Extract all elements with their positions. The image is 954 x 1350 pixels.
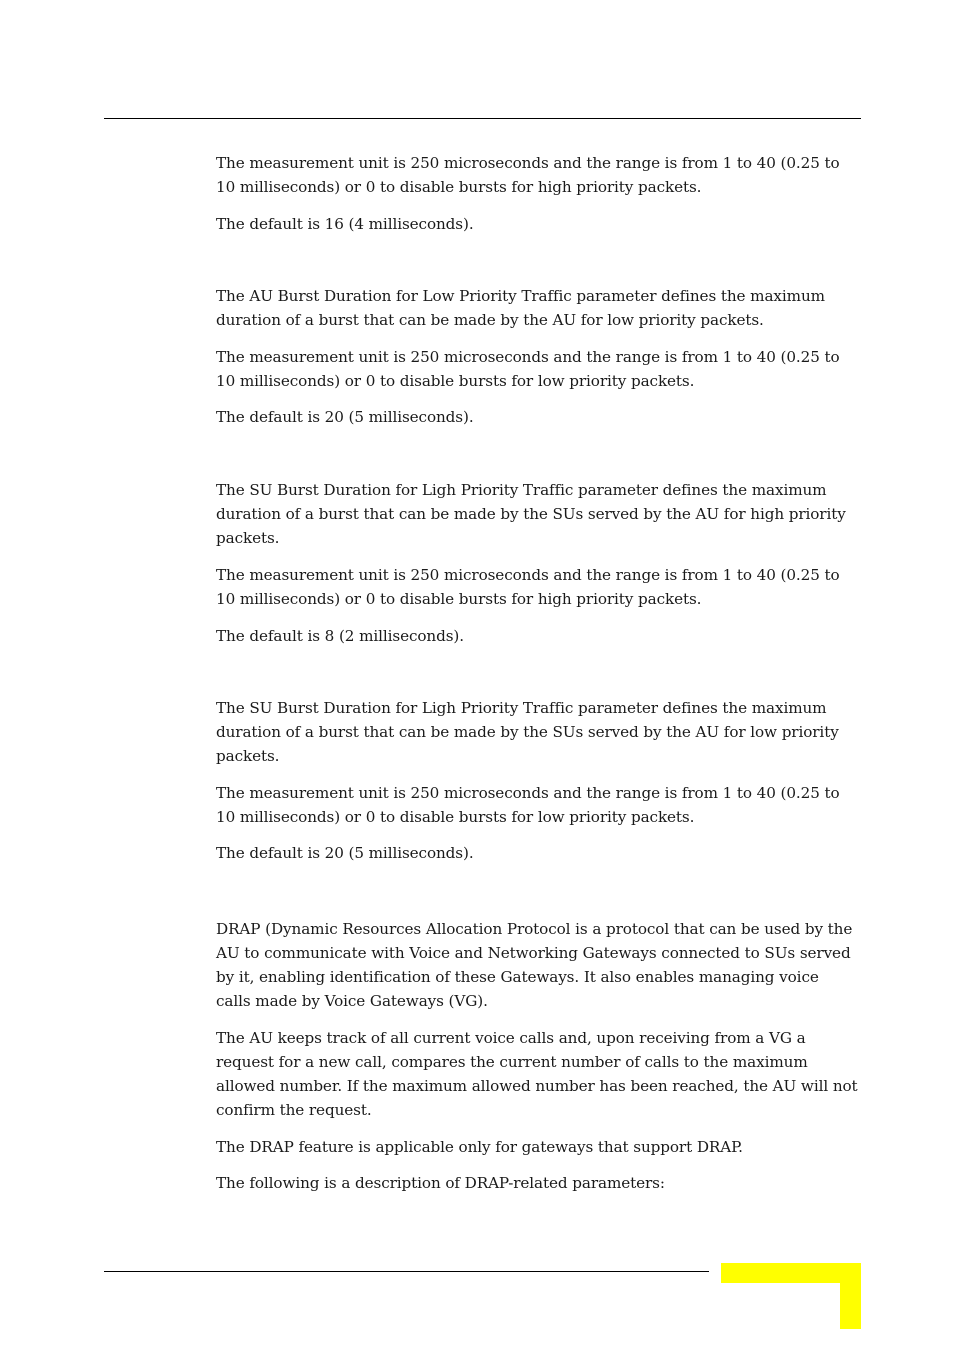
paragraph-su-high-priority-range: The measurement unit is 250 microseconds and the range is from 1 to 40 (0.25 to 10 milliseconds) or 0 to disable bursts for high priority packets. [216,566,840,608]
paragraph-au-high-priority-default: The default is 16 (4 milliseconds). [216,215,474,233]
paragraph-au-high-priority-range: The measurement unit is 250 microseconds and the range is from 1 to 40 (0.25 to 10 milliseconds) or 0 to disable bursts for high priority packets. [216,154,840,196]
paragraph-au-low-priority-range: The measurement unit is 250 microseconds and the range is from 1 to 40 (0.25 to 10 milliseconds) or 0 to disable bursts for low priority packets. [216,348,840,390]
paragraph-su-low-priority-default: The default is 20 (5 milliseconds). [216,844,474,862]
corner-tab-vertical-bar [840,1263,861,1329]
footer-rule [104,1271,709,1272]
paragraph-drap-parameters-lead: The following is a description of DRAP-related parameters: [216,1174,665,1192]
paragraph-su-high-priority-default: The default is 8 (2 milliseconds). [216,627,464,645]
paragraph-drap-applicability: The DRAP feature is applicable only for gateways that support DRAP. [216,1138,743,1156]
paragraph-su-low-priority-range: The measurement unit is 250 microseconds and the range is from 1 to 40 (0.25 to 10 milliseconds) or 0 to disable bursts for low priority packets. [216,784,840,826]
paragraph-au-low-priority-description: The AU Burst Duration for Low Priority Traffic parameter defines the maximum duration of a burst that can be made by the AU for low priority packets. [216,287,825,329]
header-rule [104,118,861,119]
page-corner-tab [721,1263,861,1329]
paragraph-drap-intro: DRAP (Dynamic Resources Allocation Protocol is a protocol that can be used by the AU to communicate with Voice and Networking Gateways connected to SUs served by it, enabling identification of these Gateways. It also enables managing voice calls made by Voice Gateways (VG). [216,920,853,1010]
paragraph-su-high-priority-description: The SU Burst Duration for Ligh Priority Traffic parameter defines the maximum duration of a burst that can be made by the SUs served by the AU for high priority packets. [216,481,846,547]
paragraph-su-low-priority-description: The SU Burst Duration for Ligh Priority Traffic parameter defines the maximum duration of a burst that can be made by the SUs served by the AU for low priority packets. [216,699,839,765]
paragraph-au-low-priority-default: The default is 20 (5 milliseconds). [216,408,474,426]
paragraph-drap-call-tracking: The AU keeps track of all current voice calls and, upon receiving from a VG a request for a new call, compares the current number of calls to the maximum allowed number. If the maximum allowed number has been reached, the AU will not confirm the request. [216,1029,858,1119]
